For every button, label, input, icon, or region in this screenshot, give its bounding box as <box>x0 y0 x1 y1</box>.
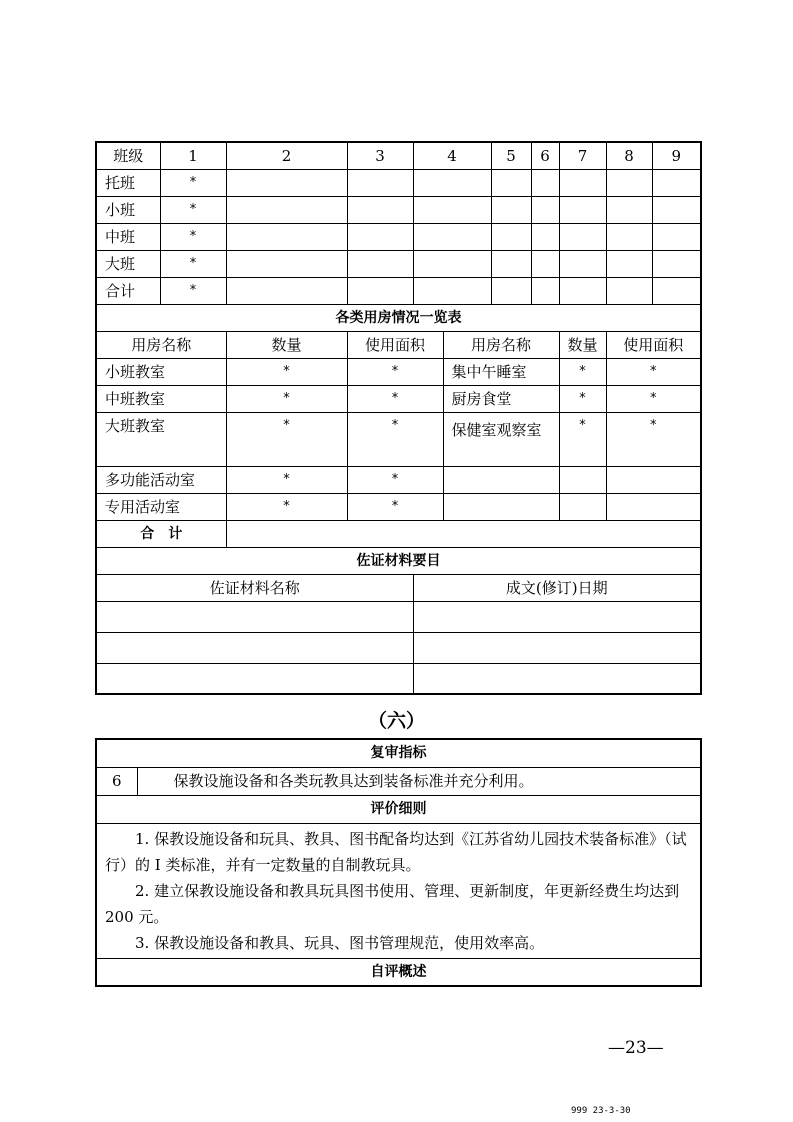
class-row <box>96 169 701 196</box>
class-cell: * <box>160 223 226 250</box>
room-qty: * <box>226 466 347 493</box>
section-title: （六） <box>367 710 425 732</box>
room-name: 小班教室 <box>96 358 226 385</box>
room-qty-2: * <box>559 412 606 466</box>
criteria-item: 1. 保教设施设备和玩具、教具、图书配备均达到《江苏省幼儿园技术装备标准》（试行）的 I 类标准，并有一定数量的自制教玩具。 <box>105 829 687 874</box>
room-area: * <box>347 466 443 493</box>
rooms-header-row <box>96 331 701 358</box>
criteria-item: 3. 保教设施设备和教具、玩具、图书管理规范，使用效率高。 <box>135 933 545 952</box>
room-name-2: 厨房食堂 <box>443 385 559 412</box>
room-area: * <box>347 493 443 520</box>
rooms-header-area: 使用面积 <box>347 331 443 358</box>
criteria-item: 2. 建立保教设施设备和教具玩具图书使用、管理、更新制度，年更新经费生均达到 200 元。 <box>105 881 680 926</box>
class-row-label: 合计 <box>96 277 160 304</box>
class-row <box>96 196 701 223</box>
room-area-2: * <box>606 385 701 412</box>
rooms-row <box>96 358 701 385</box>
room-qty: * <box>226 493 347 520</box>
indicator-text: 保教设施设备和各类玩教具达到装备标准并充分利用。 <box>137 767 701 795</box>
class-cell: * <box>160 196 226 223</box>
room-qty: * <box>226 385 347 412</box>
room-name: 多功能活动室 <box>96 466 226 493</box>
indicator-number: 6 <box>96 767 137 795</box>
room-area-2: * <box>606 412 701 466</box>
rooms-total-value <box>226 520 701 547</box>
class-row <box>96 250 701 277</box>
evidence-header-row <box>96 574 701 601</box>
class-col-8: 8 <box>606 142 652 169</box>
rooms-title: 各类用房情况一览表 <box>96 304 701 331</box>
rooms-total-row <box>96 520 701 547</box>
rooms-row <box>96 466 701 493</box>
room-area: * <box>347 358 443 385</box>
room-qty-2: * <box>559 385 606 412</box>
room-qty-2: * <box>559 358 606 385</box>
class-cell: * <box>160 250 226 277</box>
evidence-header-date: 成文(修订)日期 <box>413 574 701 601</box>
class-col-1: 1 <box>160 142 226 169</box>
rooms-header-name-2: 用房名称 <box>443 331 559 358</box>
rooms-header-area-2: 使用面积 <box>606 331 701 358</box>
page-number: —23— <box>608 1038 664 1058</box>
criteria-list <box>96 823 701 958</box>
review-title-row <box>96 739 701 767</box>
rooms-row <box>96 412 701 466</box>
room-name: 专用活动室 <box>96 493 226 520</box>
rooms-title-row <box>96 304 701 331</box>
print-stamp: 999 23-3-30 <box>571 1106 631 1116</box>
class-row-label: 小班 <box>96 196 160 223</box>
rooms-header-qty: 数量 <box>226 331 347 358</box>
class-cell: * <box>160 169 226 196</box>
class-row <box>96 277 701 304</box>
room-area-2: * <box>606 358 701 385</box>
criteria-title-row <box>96 795 701 823</box>
evidence-title: 佐证材料要目 <box>96 547 701 574</box>
review-table <box>95 738 702 987</box>
class-col-9: 9 <box>652 142 701 169</box>
evidence-row <box>96 601 701 632</box>
class-row <box>96 223 701 250</box>
rooms-header-qty-2: 数量 <box>559 331 606 358</box>
room-name-2: 保健室观察室 <box>443 412 559 466</box>
class-col-3: 3 <box>347 142 413 169</box>
room-name: 大班教室 <box>96 412 226 466</box>
class-col-7: 7 <box>559 142 606 169</box>
rooms-row <box>96 385 701 412</box>
evidence-row <box>96 663 701 694</box>
class-col-6: 6 <box>531 142 559 169</box>
room-name: 中班教室 <box>96 385 226 412</box>
class-col-2: 2 <box>226 142 347 169</box>
rooms-row <box>96 493 701 520</box>
evidence-row <box>96 632 701 663</box>
room-qty: * <box>226 358 347 385</box>
class-header-label: 班级 <box>96 142 160 169</box>
class-row-label: 托班 <box>96 169 160 196</box>
criteria-title: 评价细则 <box>96 795 701 823</box>
evidence-header-name: 佐证材料名称 <box>96 574 413 601</box>
evidence-title-row <box>96 547 701 574</box>
self-eval-row <box>96 958 701 986</box>
class-row-label: 大班 <box>96 250 160 277</box>
class-header-row <box>96 142 701 169</box>
class-cell: * <box>160 277 226 304</box>
room-area: * <box>347 412 443 466</box>
room-qty: * <box>226 412 347 466</box>
main-form-table <box>95 141 702 695</box>
room-name-2: 集中午睡室 <box>443 358 559 385</box>
review-indicator-row <box>96 767 701 795</box>
review-title: 复审指标 <box>96 739 701 767</box>
rooms-header-name: 用房名称 <box>96 331 226 358</box>
rooms-total-label: 合 计 <box>96 520 226 547</box>
self-eval-title: 自评概述 <box>96 958 701 986</box>
class-col-5: 5 <box>491 142 531 169</box>
room-area: * <box>347 385 443 412</box>
class-col-4: 4 <box>413 142 491 169</box>
class-row-label: 中班 <box>96 223 160 250</box>
criteria-row <box>96 823 701 958</box>
